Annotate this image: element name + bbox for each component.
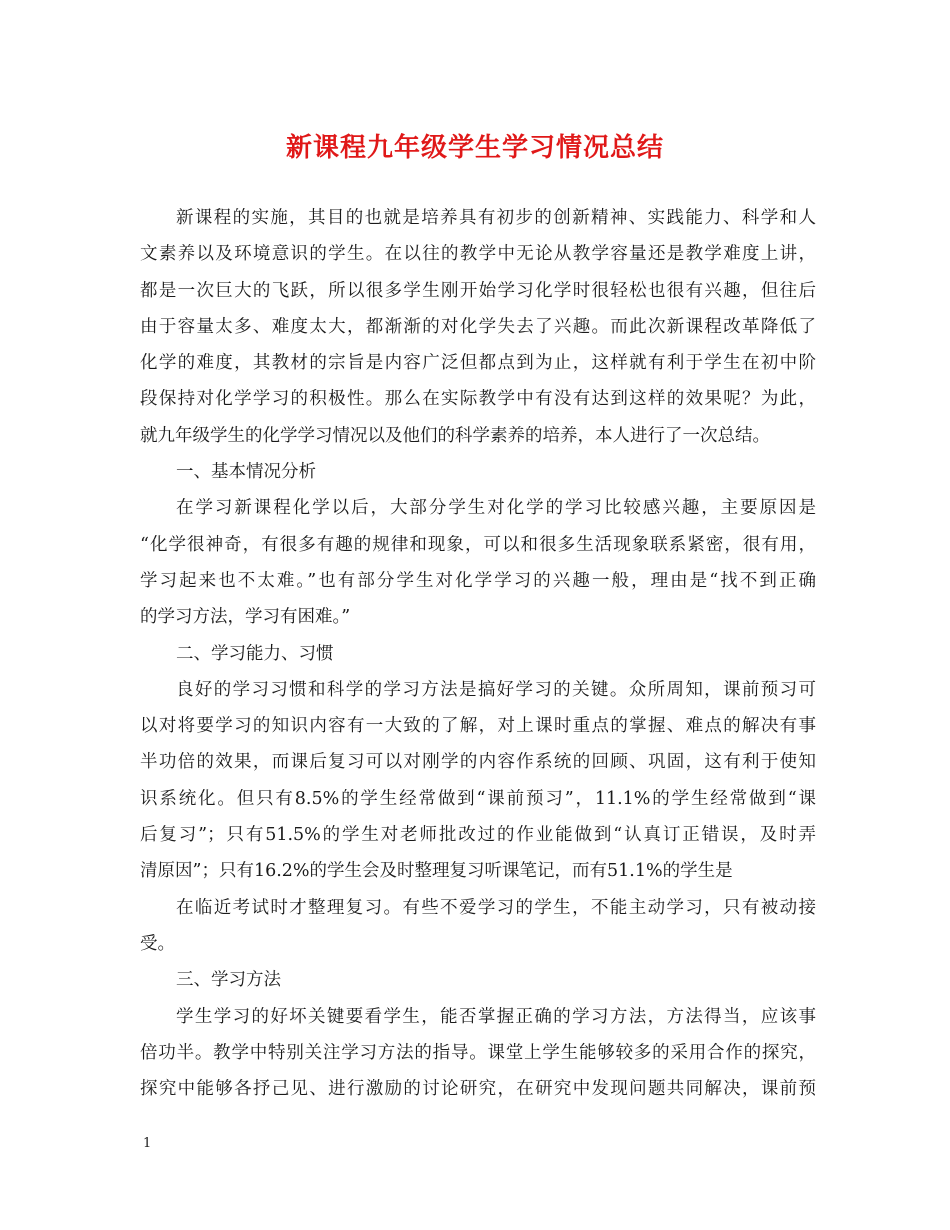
- document-title: 新课程九年级学生学习情况总结: [285, 133, 664, 163]
- text-line: 学习起来也不太难。”也有部分学生对化学学习的兴趣一般，理由是“找不到正确: [140, 570, 816, 591]
- paragraph-intro: [140, 200, 816, 454]
- text-line: 识系统化。但只有8.5%的学生经常做到“课前预习”，11.1%的学生经常做到“课: [140, 788, 816, 809]
- text-line: 新课程的实施，其目的也就是培养具有初步的创新精神、实践能力、科学和人: [176, 208, 816, 228]
- section-heading-ability-habits: 二、学习能力、习惯: [176, 643, 334, 664]
- text-line: 清原因”；只有16.2%的学生会及时整理复习听课笔记，而有51.1%的学生是: [140, 861, 733, 882]
- paragraph-review-habits: [140, 890, 816, 963]
- text-line: 学生学习的好坏关键要看学生，能否掌握正确的学习方法，方法得当，应该事: [176, 1006, 816, 1027]
- text-line: 在学习新课程化学以后，大部分学生对化学的学习比较感兴趣，主要原因是: [176, 498, 816, 519]
- text-line: 文素养以及环境意识的学生。在以往的教学中无论从教学容量还是教学难度上讲，: [140, 244, 816, 265]
- text-line: 半功倍的效果，而课后复习可以对刚学的内容作系统的回顾、巩固，这有利于使知: [140, 752, 816, 773]
- text-line: 由于容量太多、难度太大，都渐渐的对化学失去了兴趣。而此次新课程改革降低了: [140, 316, 816, 337]
- section-heading-basic-analysis: 一、基本情况分析: [176, 462, 316, 483]
- text-line: 受。: [140, 933, 175, 954]
- paragraph-ability-habits: [140, 672, 816, 890]
- text-line: 的学习方法，学习有困难。”: [140, 607, 351, 628]
- text-line: 化学的难度，其教材的宗旨是内容广泛但都点到为止，这样就有利于学生在初中阶: [140, 353, 816, 374]
- text-line: 探究中能够各抒己见、进行激励的讨论研究，在研究中发现问题共同解决，课前预: [140, 1079, 816, 1100]
- document-body: [140, 200, 816, 1107]
- text-line: “化学很神奇，有很多有趣的规律和现象，可以和很多生活现象联系紧密，很有用，: [140, 534, 816, 555]
- text-line: 都是一次巨大的飞跃，所以很多学生刚开始学习化学时很轻松也很有兴趣，但往后: [140, 280, 816, 301]
- paragraph-basic-analysis: [140, 490, 816, 635]
- text-line: 后复习”；只有51.5%的学生对老师批改过的作业能做到“认真订正错误，及时弄: [140, 825, 816, 846]
- text-line: 在临近考试时才整理复习。有些不爱学习的学生，不能主动学习，只有被动接: [176, 897, 816, 918]
- text-line: 良好的学习习惯和科学的学习方法是搞好学习的关键。众所周知，课前预习可: [176, 679, 816, 700]
- paragraph-learning-methods: [140, 999, 816, 1108]
- section-heading-learning-methods: 三、学习方法: [176, 970, 281, 991]
- text-line: 以对将要学习的知识内容有一大致的了解，对上课时重点的掌握、难点的解决有事: [140, 716, 816, 737]
- text-line: 就九年级学生的化学学习情况以及他们的科学素养的培养，本人进行了一次总结。: [140, 425, 770, 446]
- text-line: 倍功半。教学中特别关注学习方法的指导。课堂上学生能够较多的采用合作的探究，: [140, 1042, 816, 1063]
- text-line: 段保持对化学学习的积极性。那么在实际教学中有没有达到这样的效果呢？为此，: [140, 389, 816, 410]
- page-number: 1: [143, 1136, 152, 1151]
